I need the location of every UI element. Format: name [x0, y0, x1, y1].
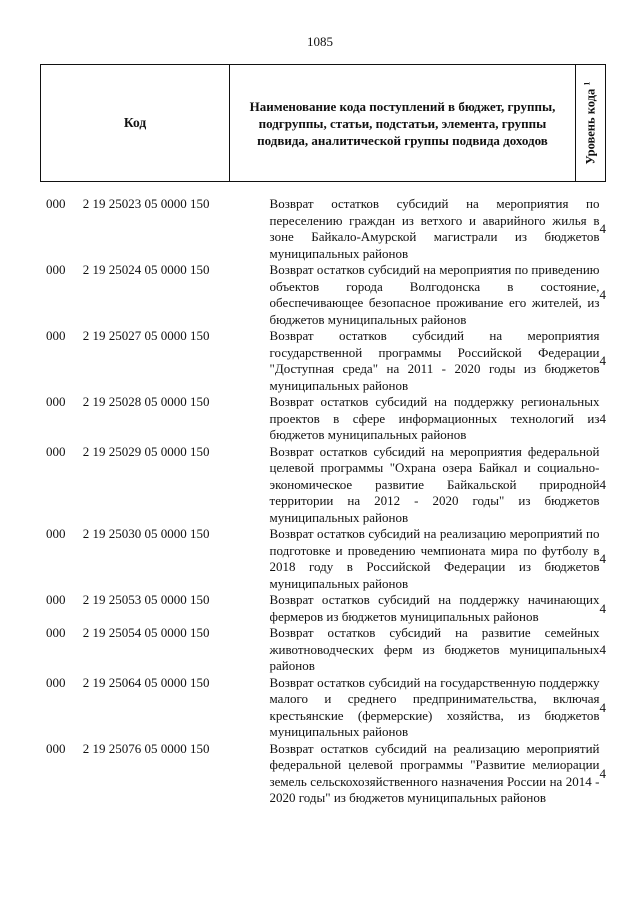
row-income-code: 2 19 25054 05 0000 150: [82, 625, 210, 640]
row-income-code: 2 19 25024 05 0000 150: [82, 262, 210, 277]
row-admin-code: 000: [46, 592, 66, 607]
row-code-level: 4: [599, 699, 606, 715]
row-admin-code: 000: [46, 740, 66, 756]
table-body: [40, 196, 606, 807]
row-income-code: 2 19 25027 05 0000 150: [82, 328, 210, 343]
header-level-label: Уровень кода $^1$: [582, 81, 598, 165]
row-income-name: Возврат остатков субсидий на поддержку региональных проектов в сфере информационных технологий из бюджетов муниципальных районов: [269, 394, 600, 442]
table-row: [40, 196, 606, 262]
row-code-level: 4: [599, 600, 606, 616]
table-row: [40, 592, 606, 625]
row-admin-code: 000: [46, 674, 66, 690]
footnote-marker: 1: [582, 81, 592, 86]
header-level: [576, 65, 605, 181]
table-row: [40, 526, 606, 592]
row-code-level: 4: [599, 287, 606, 302]
table-header: [40, 64, 606, 182]
row-income-code: 2 19 25030 05 0000 150: [82, 526, 210, 541]
row-income-name: Возврат остатков субсидий на реализацию мероприятий федеральной целевой программы "Развитие мелиорации земель сельскохозяйственного назначения России на 2014 - 2020 годы" из бюджетов муниципальных районов: [269, 740, 600, 805]
header-code: Код: [41, 65, 230, 181]
row-code-level: 4: [599, 221, 606, 236]
row-income-name: Возврат остатков субсидий на государственную поддержку малого и среднего предпринимательства, включая крестьянские (фермерские) хозяйства, из бюджетов муниципальных районов: [269, 674, 600, 739]
table-row: [40, 262, 606, 328]
page-number: 1085: [307, 34, 333, 49]
row-admin-code: 000: [46, 526, 66, 541]
table-row: [40, 741, 606, 807]
row-admin-code: 000: [46, 262, 66, 277]
row-code-level: 4: [599, 641, 606, 657]
row-admin-code: 000: [46, 443, 66, 459]
row-admin-code: 000: [46, 328, 66, 343]
row-admin-code: 000: [46, 394, 66, 409]
row-income-name: Возврат остатков субсидий на развитие семейных животноводческих ферм из бюджетов муниципальных районов: [269, 625, 600, 673]
row-income-code: 2 19 25076 05 0000 150: [82, 740, 210, 756]
row-income-name: Возврат остатков субсидий на мероприятия федеральной целевой программы "Охрана озера Байкал и социально-экономическое развитие Байкальской природной территории на 2012 - 2020 годы" из бюджетов муниципальных районов: [269, 443, 600, 525]
row-code-level: 4: [599, 353, 606, 368]
row-code-level: 4: [599, 476, 606, 492]
row-income-code: 2 19 25028 05 0000 150: [82, 394, 210, 409]
row-code-level: 4: [599, 765, 606, 781]
header-name: Наименование кода поступлений в бюджет, группы, подгруппы, статьи, подстатьи, элемента, группы подвида, аналитической группы подвида доходов: [230, 65, 576, 181]
row-code-level: 4: [599, 410, 606, 426]
row-income-name: Возврат остатков субсидий на поддержку начинающих фермеров из бюджетов муниципальных районов: [269, 592, 600, 624]
row-income-code: 2 19 25064 05 0000 150: [82, 674, 210, 690]
row-code-level: 4: [599, 551, 606, 566]
row-income-code: 2 19 25053 05 0000 150: [82, 592, 210, 607]
table-row: [40, 394, 606, 444]
table-row: [40, 328, 606, 394]
table-row: [40, 444, 606, 527]
row-income-code: 2 19 25023 05 0000 150: [82, 196, 210, 211]
table-row: [40, 625, 606, 675]
table-row: [40, 675, 606, 741]
row-income-name: Возврат остатков субсидий на мероприятия государственной программы Российской Федерации "Доступная среда" на 2011 - 2020 годы из бюджетов муниципальных районов: [269, 328, 600, 393]
row-income-name: Возврат остатков субсидий на реализацию мероприятий по подготовке и проведению чемпионата мира по футболу в 2018 году в Российской Федерации из бюджетов муниципальных районов: [269, 526, 600, 591]
row-income-name: Возврат остатков субсидий на мероприятия по переселению граждан из ветхого и аварийного жилья в зоне Байкало-Амурской магистрали из бюджетов муниципальных районов: [269, 196, 600, 261]
row-admin-code: 000: [46, 196, 66, 211]
row-admin-code: 000: [46, 625, 66, 640]
row-income-name: Возврат остатков субсидий на мероприятия по приведению объектов города Волгодонска в состояние, обеспечивающее безопасное проживание его жителей, из бюджетов муниципальных районов: [269, 262, 600, 327]
row-income-code: 2 19 25029 05 0000 150: [82, 443, 210, 459]
